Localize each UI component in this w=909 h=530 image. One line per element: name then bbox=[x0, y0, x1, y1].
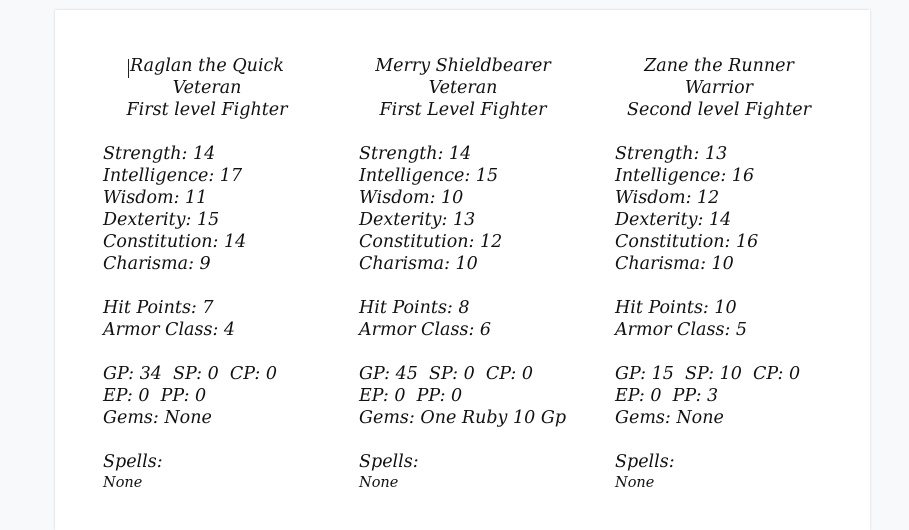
stat-strength: Strength: 13 bbox=[615, 144, 728, 164]
stat-wisdom: Wisdom: 11 bbox=[103, 188, 208, 208]
character-title: Veteran bbox=[428, 78, 498, 98]
gems: Gems: None bbox=[103, 408, 212, 428]
character-class: First Level Fighter bbox=[379, 100, 547, 120]
ability-scores bbox=[359, 143, 567, 275]
stat-charisma: Charisma: 10 bbox=[359, 254, 478, 274]
character-name: Merry Shieldbearer bbox=[375, 56, 551, 76]
stat-constitution: Constitution: 16 bbox=[615, 232, 759, 252]
stat-intelligence: Intelligence: 15 bbox=[359, 166, 499, 186]
treasure bbox=[615, 363, 823, 429]
spells bbox=[615, 451, 823, 493]
hit-points: Hit Points: 7 bbox=[103, 298, 214, 318]
spells-value: None bbox=[103, 475, 143, 491]
armor-class: Armor Class: 5 bbox=[615, 320, 748, 340]
character-title: Veteran bbox=[172, 78, 242, 98]
stat-constitution: Constitution: 12 bbox=[359, 232, 503, 252]
stat-intelligence: Intelligence: 16 bbox=[615, 166, 755, 186]
stat-strength: Strength: 14 bbox=[103, 144, 216, 164]
coins-line-1: GP: 45 SP: 0 CP: 0 bbox=[359, 364, 533, 384]
character-header bbox=[103, 55, 311, 121]
coins-line-2: EP: 0 PP: 0 bbox=[359, 386, 463, 406]
stat-dexterity: Dexterity: 15 bbox=[103, 210, 220, 230]
stat-intelligence: Intelligence: 17 bbox=[103, 166, 243, 186]
character-name: Zane the Runner bbox=[644, 56, 794, 76]
spells bbox=[359, 451, 567, 493]
spells-value: None bbox=[359, 475, 399, 491]
hit-points: Hit Points: 8 bbox=[359, 298, 470, 318]
gems: Gems: None bbox=[615, 408, 724, 428]
coins-line-2: EP: 0 PP: 3 bbox=[615, 386, 719, 406]
stat-dexterity: Dexterity: 14 bbox=[615, 210, 732, 230]
stat-strength: Strength: 14 bbox=[359, 144, 472, 164]
character-header bbox=[359, 55, 567, 121]
stat-wisdom: Wisdom: 12 bbox=[615, 188, 720, 208]
character-class: First level Fighter bbox=[126, 100, 288, 120]
combat-stats bbox=[103, 297, 311, 341]
character-column-3 bbox=[615, 55, 823, 493]
stat-constitution: Constitution: 14 bbox=[103, 232, 247, 252]
ability-scores bbox=[615, 143, 823, 275]
spells-label: Spells: bbox=[615, 452, 675, 472]
spells bbox=[103, 451, 311, 493]
armor-class: Armor Class: 6 bbox=[359, 320, 492, 340]
character-column-1 bbox=[103, 55, 311, 493]
treasure bbox=[359, 363, 567, 429]
stat-dexterity: Dexterity: 13 bbox=[359, 210, 476, 230]
gems: Gems: One Ruby 10 Gp bbox=[359, 408, 567, 428]
spells-value: None bbox=[615, 475, 655, 491]
character-column-2 bbox=[359, 55, 567, 493]
hit-points: Hit Points: 10 bbox=[615, 298, 737, 318]
combat-stats bbox=[615, 297, 823, 341]
coins-line-1: GP: 34 SP: 0 CP: 0 bbox=[103, 364, 277, 384]
treasure bbox=[103, 363, 311, 429]
combat-stats bbox=[359, 297, 567, 341]
spells-label: Spells: bbox=[359, 452, 419, 472]
document-page[interactable] bbox=[55, 10, 870, 530]
stat-charisma: Charisma: 9 bbox=[103, 254, 211, 274]
character-title: Warrior bbox=[684, 78, 754, 98]
coins-line-2: EP: 0 PP: 0 bbox=[103, 386, 207, 406]
stat-charisma: Charisma: 10 bbox=[615, 254, 734, 274]
coins-line-1: GP: 15 SP: 10 CP: 0 bbox=[615, 364, 801, 384]
stat-wisdom: Wisdom: 10 bbox=[359, 188, 464, 208]
ability-scores bbox=[103, 143, 311, 275]
spells-label: Spells: bbox=[103, 452, 163, 472]
armor-class: Armor Class: 4 bbox=[103, 320, 236, 340]
character-class: Second level Fighter bbox=[626, 100, 812, 120]
character-name: Raglan the Quick bbox=[130, 56, 284, 76]
character-header bbox=[615, 55, 823, 121]
